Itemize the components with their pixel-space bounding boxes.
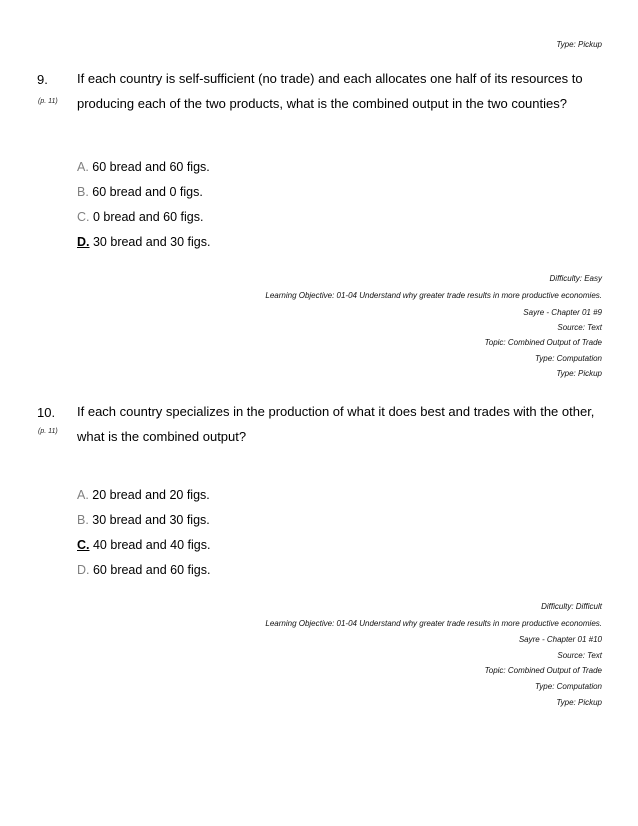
question-9-page-ref: (p. 11) (38, 98, 58, 105)
page-top-type-label: Type: Pickup (556, 40, 602, 49)
question-10-learning-objective: Learning Objective: 01-04 Understand why greater trade results in more productive economies. (265, 619, 602, 628)
question-9-type-pickup: Type: Pickup (556, 369, 602, 378)
option-text: 0 bread and 60 figs. (92, 210, 204, 224)
correct-option-letter: C. (77, 538, 90, 552)
question-10-difficulty: Difficulty: Difficult (541, 602, 602, 611)
option-text: 60 bread and 60 figs. (92, 563, 211, 577)
question-9-topic: Topic: Combined Output of Trade (484, 338, 602, 347)
question-9-option-a (77, 160, 210, 174)
question-10-number: 10. (37, 405, 56, 420)
option-text: 30 bread and 30 figs. (92, 235, 211, 249)
question-9-learning-objective: Learning Objective: 01-04 Understand why greater trade results in more productive economies. (265, 291, 602, 300)
question-10-option-b (77, 513, 210, 527)
question-10-option-a (77, 488, 210, 502)
question-10-option-c (77, 538, 210, 552)
question-9-text: If each country is self-sufficient (no trade) and each allocates one half of its resources to producing each of the two products, what is the combined output in the two counties? (77, 71, 583, 111)
question-10-type-computation: Type: Computation (535, 682, 602, 691)
option-letter: C. (77, 210, 90, 224)
option-text: 20 bread and 20 figs. (92, 488, 210, 502)
option-letter: A. (77, 160, 89, 174)
question-9-option-c (77, 210, 203, 224)
option-letter: B. (77, 513, 89, 527)
question-9-chapter-ref: Sayre - Chapter 01 #9 (523, 308, 602, 317)
question-10-source: Source: Text (557, 651, 602, 660)
option-letter: A. (77, 488, 89, 502)
option-text: 60 bread and 0 figs. (92, 185, 203, 199)
question-10-topic: Topic: Combined Output of Trade (484, 666, 602, 675)
question-9-source: Source: Text (557, 323, 602, 332)
question-10-page-ref: (p. 11) (38, 428, 58, 435)
question-9-type-computation: Type: Computation (535, 354, 602, 363)
option-text: 40 bread and 40 figs. (92, 538, 211, 552)
question-9-difficulty: Difficulty: Easy (549, 274, 602, 283)
option-letter: D. (77, 563, 90, 577)
option-text: 60 bread and 60 figs. (92, 160, 210, 174)
option-letter: B. (77, 185, 89, 199)
question-9-option-b (77, 185, 203, 199)
question-10-chapter-ref: Sayre - Chapter 01 #10 (518, 635, 602, 644)
question-10-option-d (77, 563, 210, 577)
question-9-option-d (77, 235, 210, 249)
question-9-number: 9. (37, 72, 48, 87)
option-text: 30 bread and 30 figs. (92, 513, 210, 527)
question-10-text: If each country specializes in the production of what it does best and trades with the other, what is the combined output? (77, 404, 595, 444)
question-10-type-pickup: Type: Pickup (556, 698, 602, 707)
correct-option-letter: D. (77, 235, 90, 249)
